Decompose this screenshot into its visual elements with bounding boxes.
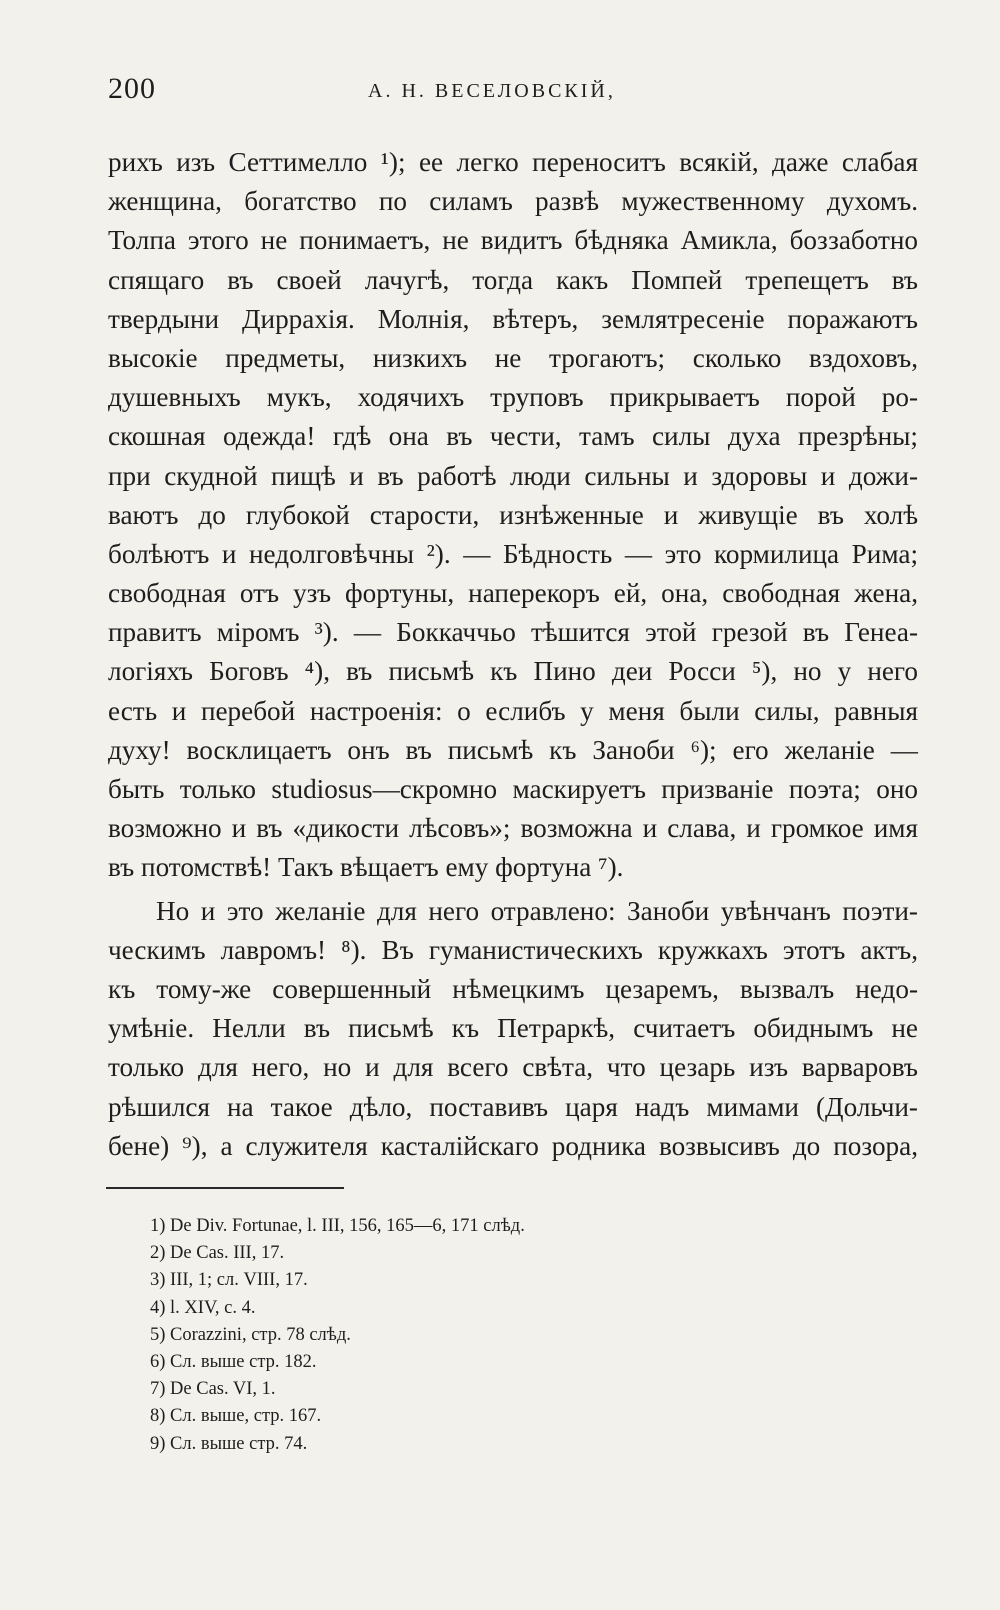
text-line: быть только studiosus—скромно маскируетъ призваніе поэта; оно <box>108 774 918 804</box>
text-line: ческимъ лавромъ! ⁸). Въ гуманистическихъ кружкахъ этотъ актъ, <box>108 934 918 965</box>
page-number: 200 <box>108 72 156 105</box>
text-line: при скудной пищѣ и въ работѣ люди сильны и здоровы и дожи- <box>108 460 918 491</box>
footnote: 8) Сл. выше, стр. 167. <box>150 1406 322 1427</box>
footnote: 7) De Cas. VI, 1. <box>150 1379 276 1400</box>
text-line: спящаго въ своей лачугѣ, тогда какъ Помпей трепещетъ въ <box>108 264 918 295</box>
footnote: 3) III, 1; сл. VIII, 17. <box>150 1270 308 1291</box>
footnote: 1) De Div. Fortunae, l. III, 156, 165—6, 171 слѣд. <box>150 1216 525 1236</box>
text-line: высокіе предметы, низкихъ не трогаютъ; сколько вздоховъ, <box>108 342 918 373</box>
text-line: логіяхъ Боговъ ⁴), въ письмѣ къ Пино деи Росси ⁵), но у него <box>108 656 918 687</box>
text-line: болѣютъ и недолговѣчны ²). — Бѣдность — это кормилица Рима; <box>108 538 918 569</box>
text-line: Но и это желаніе для него отравлено: Заноби увѣнчанъ поэти- <box>156 895 918 926</box>
text-line: духу! восклицаетъ онъ въ письмѣ къ Заноби ⁶); его желаніе — <box>108 734 918 765</box>
text-line: женщина, богатство по силамъ развѣ мужественному духомъ. <box>108 186 918 217</box>
text-line: правитъ міромъ ³). — Боккаччьо тѣшится этой грезой въ Генеа- <box>108 617 918 648</box>
text-line: къ тому-же совершенный нѣмецкимъ цезаремъ, вызвалъ недо- <box>108 973 918 1004</box>
text-line: ваютъ до глубокой старости, изнѣженные и живущіе въ холѣ <box>108 499 918 530</box>
text-line: есть и перебой настроенія: о еслибъ у меня были силы, равныя <box>108 695 918 726</box>
paragraph-2 <box>108 892 918 1166</box>
footnote: 6) Сл. выше стр. 182. <box>150 1352 317 1373</box>
text-line: твердыни Диррахія. Молнія, вѣтеръ, землятресеніе поражаютъ <box>108 303 918 334</box>
footnote: 4) l. XIV, c. 4. <box>150 1297 256 1318</box>
text-line: въ потомствѣ! Такъ вѣщаетъ ему фортуна ⁷). <box>108 852 624 883</box>
text-line: скошная одежда! гдѣ она въ чести, тамъ силы духа презрѣны; <box>108 421 918 452</box>
footnote: 9) Сл. выше стр. 74. <box>150 1433 308 1454</box>
footnotes <box>150 1213 850 1458</box>
text-line: бене) ⁹), а служителя касталійскаго родника возвысивъ до позора, <box>108 1130 918 1161</box>
text-line: рихъ изъ Сеттимелло ¹); ее легко переноситъ всякій, даже слабая <box>108 147 918 177</box>
text-line: возможно и въ «дикости лѣсовъ»; возможна и слава, и громкое имя <box>108 813 918 844</box>
text-line: только для него, но и для всего свѣта, что цезарь изъ варваровъ <box>108 1052 918 1083</box>
footnote-rule <box>106 1187 344 1189</box>
text-line: Толпа этого не понимаетъ, не видитъ бѣдняка Амикла, боззаботно <box>108 225 918 256</box>
paragraph-1 <box>108 143 918 888</box>
page-header <box>108 72 918 112</box>
text-line: рѣшился на такое дѣло, поставивъ царя надъ мимами (Дольчи- <box>108 1091 918 1122</box>
main-text <box>108 143 918 1166</box>
footnote: 2) De Cas. III, 17. <box>150 1243 285 1264</box>
text-line: свободная отъ узъ фортуны, наперекоръ ей, она, свободная жена, <box>108 578 918 609</box>
text-line: умѣніе. Нелли въ письмѣ къ Петраркѣ, считаетъ обиднымъ не <box>108 1013 918 1044</box>
text-line: душевныхъ мукъ, ходячихъ труповъ прикрываетъ порой ро- <box>108 382 918 413</box>
footnote: 5) Corazzini, стр. 78 слѣд. <box>150 1324 351 1345</box>
running-head: А. Н. ВЕСЕЛОВСКІЙ, <box>368 80 616 102</box>
